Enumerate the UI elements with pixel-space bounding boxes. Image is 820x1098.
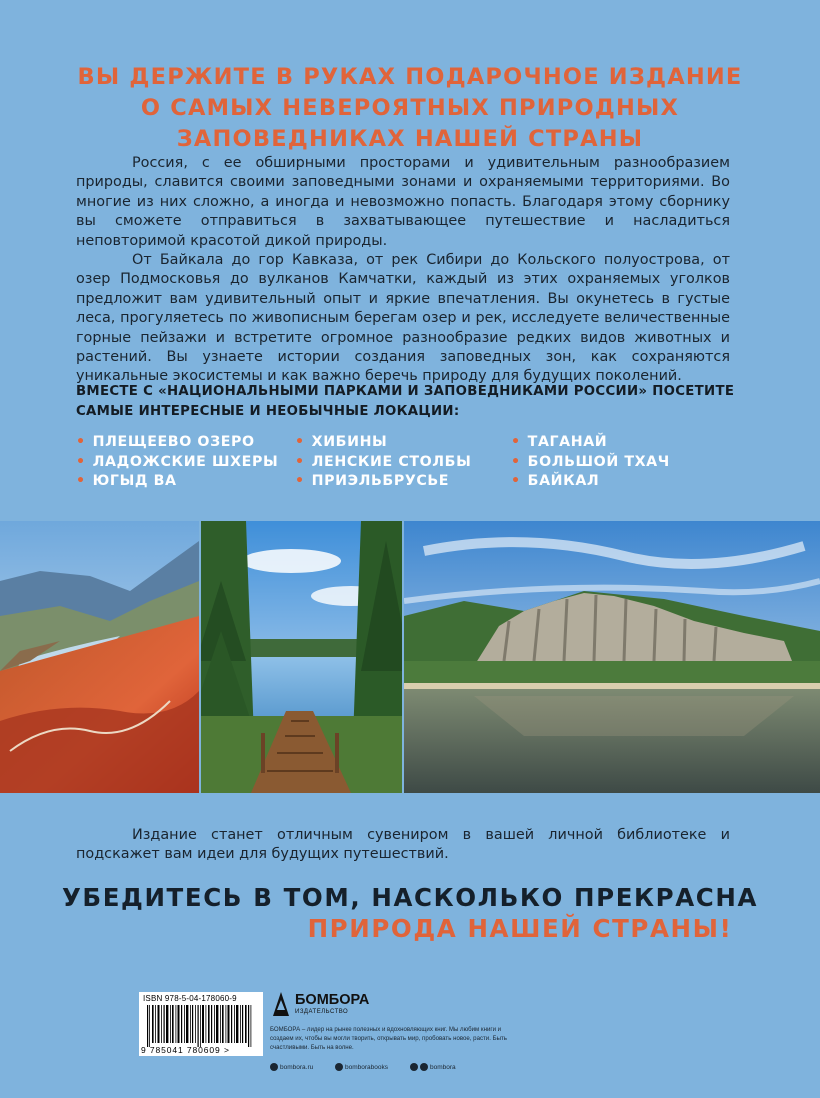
location-item: • БАЙКАЛ (511, 473, 600, 489)
barcode-digits: 9 785041 780609 > (141, 1045, 230, 1055)
tagline-line-1: УБЕДИТЕСЬ В ТОМ, НАСКОЛЬКО ПРЕКРАСНА (61, 883, 759, 912)
photo-lena-pillars (404, 521, 820, 793)
bullet-icon: • (511, 473, 521, 489)
publisher-name: БОМБОРА (295, 992, 370, 1008)
location-item: • ЛЕНСКИЕ СТОЛБЫ (295, 454, 472, 470)
photo-lake-boardwalk (201, 521, 402, 793)
locations-title-line-2: САМЫЕ ИНТЕРЕСНЫЕ И НЕОБЫЧНЫЕ ЛОКАЦИИ: (76, 404, 460, 419)
bullet-icon: • (511, 434, 521, 450)
photo-mountain-valley (0, 521, 199, 793)
publisher-description: БОМБОРА – лидер на рынке полезных и вдохновляющих книг. Мы любим книги и создаем их, чтобы вы могли творить, открывать мир, пробовать новое, расти. Быть счастливыми. Быть на волне. (270, 1026, 507, 1051)
headline-line-3: ЗАПОВЕДНИКАХ НАШЕЙ СТРАНЫ (176, 126, 644, 152)
bullet-icon: • (295, 454, 305, 470)
bullet-icon: • (76, 473, 86, 489)
isbn-text: ISBN 978-5-04-178060-9 (143, 994, 237, 1003)
locations-title-line-1: ВМЕСТЕ С «НАЦИОНАЛЬНЫМИ ПАРКАМИ И ЗАПОВЕДНИКАМИ РОССИИ» ПОСЕТИТЕ (76, 384, 735, 399)
globe-icon (270, 1063, 278, 1071)
headline-line-1: ВЫ ДЕРЖИТЕ В РУКАХ ПОДАРОЧНОЕ ИЗДАНИЕ (77, 64, 743, 90)
location-item: • БОЛЬШОЙ ТХАЧ (511, 454, 670, 470)
bullet-icon: • (295, 434, 305, 450)
publisher-subtitle: ИЗДАТЕЛЬСТВО (295, 1009, 349, 1015)
intro-paragraph-2: От Байкала до гор Кавказа, от рек Сибири до Кольского полуострова, от озер Подмосковья до вулканов Камчатки, каждый из этих охраняемых уголков предложит вам удивительный опыт и яркие впечатления. Вы окунетесь в густые леса, прогуляетесь по живописным берегам озер и рек, исследуете величественные горные пейзажи и встретите огромное разнообразие редких видов животных и растений. Вы узнаете истории создания заповедных зон, как сохраняются уникальные экосистемы и как важно беречь природу для будущих поколений. (76, 252, 730, 385)
social-telegram[interactable]: bombora (410, 1063, 456, 1071)
closing-text (76, 826, 730, 865)
intro-text (76, 154, 730, 387)
social-icon (410, 1063, 418, 1071)
bullet-icon: • (76, 434, 86, 450)
location-item: • ПРИЭЛЬБРУСЬЕ (295, 473, 450, 489)
location-item: • ЛАДОЖСКИЕ ШХЕРЫ (76, 454, 279, 470)
closing-paragraph: Издание станет отличным сувениром в вашей личной библиотеке и подскажет вам идеи для будущих путешествий. (76, 827, 730, 863)
social-website[interactable]: bombora.ru (270, 1063, 313, 1071)
location-item: • ЮГЫД ВА (76, 473, 177, 489)
location-item: • ПЛЕЩЕЕВО ОЗЕРО (76, 434, 255, 450)
location-item: • ТАГАНАЙ (511, 434, 608, 450)
vk-icon (335, 1063, 343, 1071)
bullet-icon: • (76, 454, 86, 470)
bullet-icon: • (511, 454, 521, 470)
intro-paragraph-1: Россия, с ее обширными просторами и удивительным разнообразием природы, славится своими заповедными зонами и охраняемыми территориями. Во многие из них сложно, а иногда и невозможно попасть. Благодаря этому сборнику вы сможете отправиться в захватывающее путешествие и насладиться неповторимой красотой дикой природы. (76, 155, 730, 249)
tagline-line-2: ПРИРОДА НАШЕЙ СТРАНЫ! (307, 914, 733, 943)
social-vk[interactable]: bomborabooks (335, 1063, 388, 1071)
bombora-logo-icon (270, 990, 292, 1018)
telegram-icon (420, 1063, 428, 1071)
location-item: • ХИБИНЫ (295, 434, 388, 450)
isbn-barcode (139, 992, 263, 1056)
bullet-icon: • (295, 473, 305, 489)
headline-line-2: О САМЫХ НЕВЕРОЯТНЫХ ПРИРОДНЫХ (140, 95, 680, 121)
